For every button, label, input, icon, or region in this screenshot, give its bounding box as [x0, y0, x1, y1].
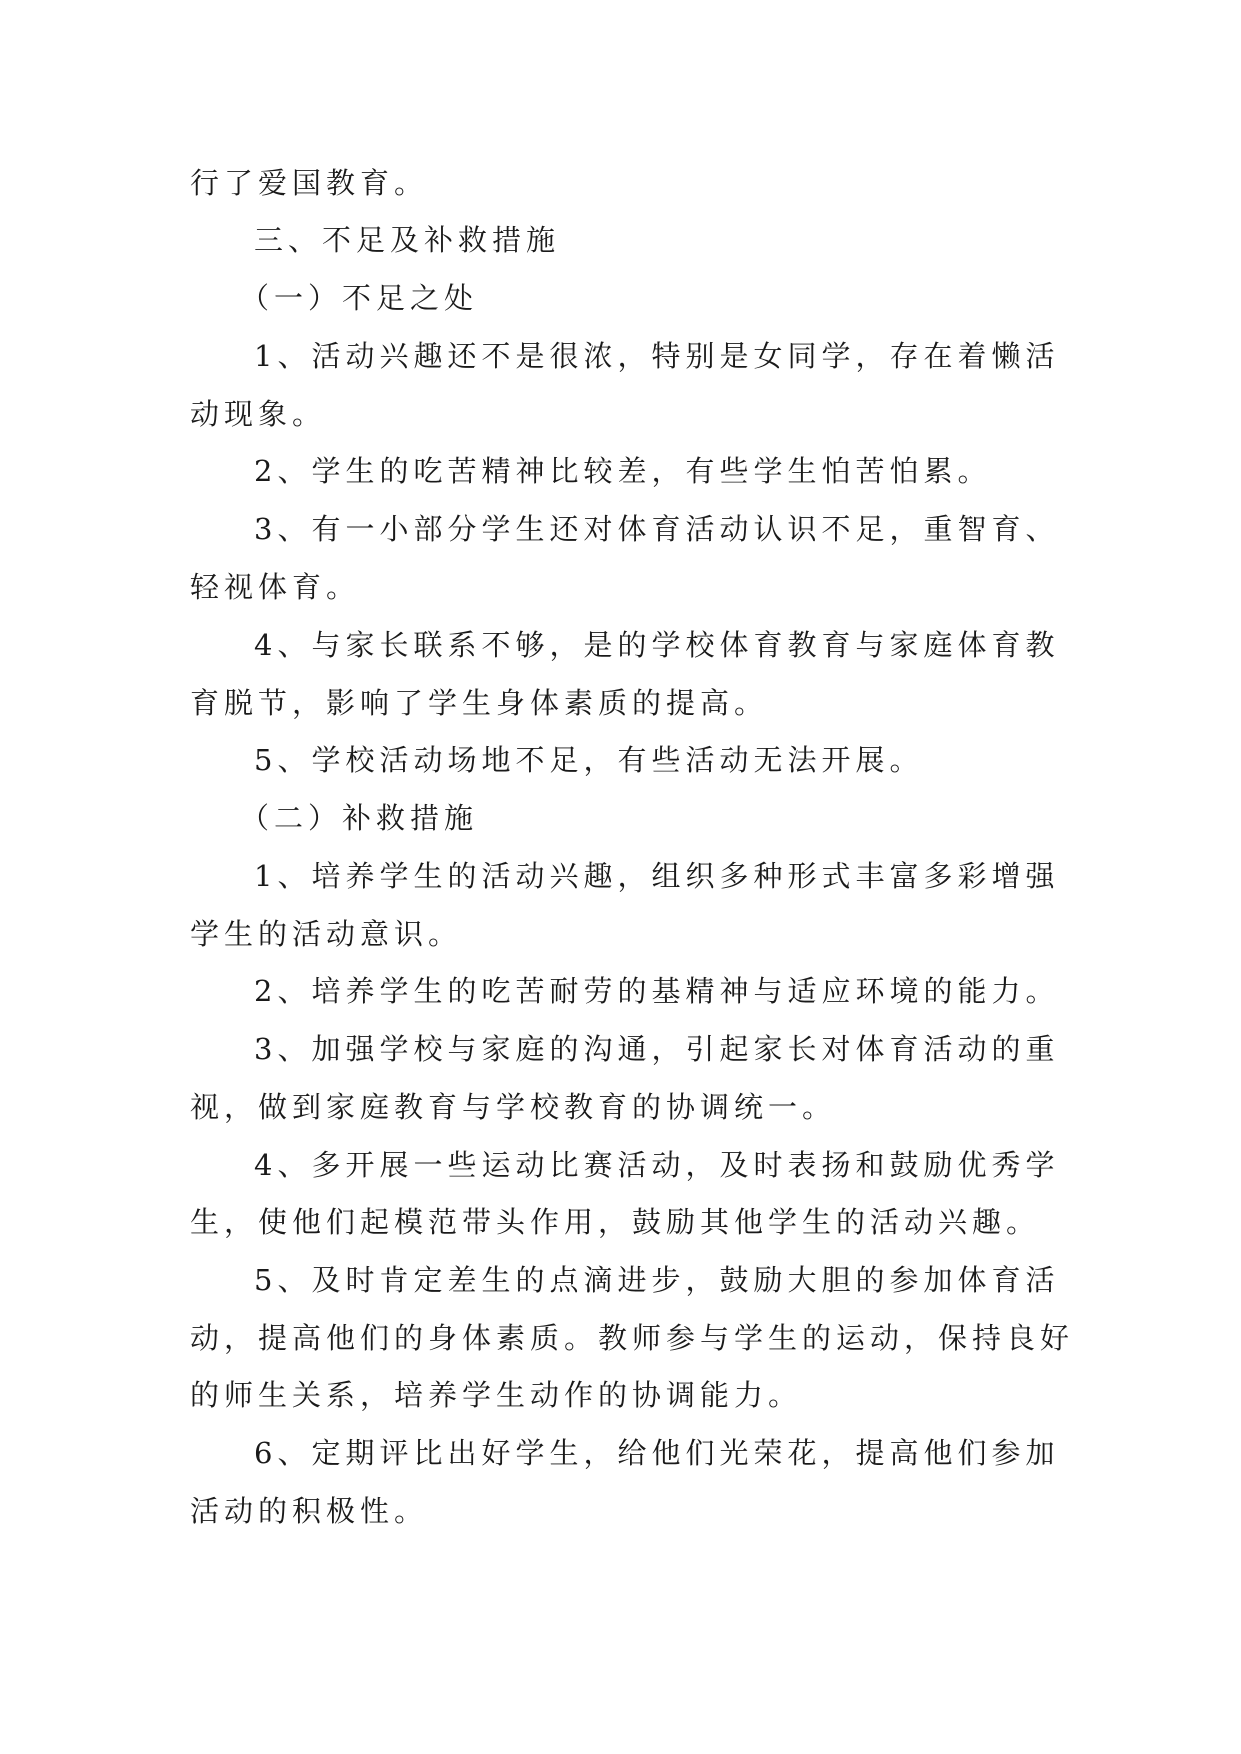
subsection-heading: （二）补救措施: [240, 801, 479, 835]
paragraph-line: 5、学校活动场地不足，有些活动无法开展。: [254, 743, 924, 777]
paragraph-line: 3、有一小部分学生还对体育活动认识不足，重智育、: [254, 512, 1060, 546]
paragraph-line: 生，使他们起模范带头作用，鼓励其他学生的活动兴趣。: [190, 1205, 1041, 1239]
paragraph-line: 活动的积极性。: [190, 1494, 429, 1528]
paragraph-line: 3、加强学校与家庭的沟通，引起家长对体育活动的重: [254, 1032, 1060, 1066]
subsection-heading: （一）不足之处: [240, 281, 479, 315]
paragraph-line: 动，提高他们的身体素质。教师参与学生的运动，保持良好: [190, 1321, 1075, 1355]
paragraph-line: 的师生关系，培养学生动作的协调能力。: [190, 1378, 803, 1412]
paragraph-line: 学生的活动意识。: [190, 917, 463, 951]
paragraph-line: 1、培养学生的活动兴趣，组织多种形式丰富多彩增强: [254, 859, 1060, 893]
section-heading: 三、不足及补救措施: [254, 223, 561, 257]
paragraph-line: 轻视体育。: [190, 570, 361, 604]
paragraph-line: 4、多开展一些运动比赛活动，及时表扬和鼓励优秀学: [254, 1148, 1060, 1182]
paragraph-line: 行了爱国教育。: [190, 166, 429, 200]
paragraph-line: 5、及时肯定差生的点滴进步，鼓励大胆的参加体育活: [254, 1263, 1060, 1297]
paragraph-line: 动现象。: [190, 397, 327, 431]
paragraph-line: 4、与家长联系不够，是的学校体育教育与家庭体育教: [254, 628, 1060, 662]
paragraph-line: 2、学生的吃苦精神比较差，有些学生怕苦怕累。: [254, 454, 992, 488]
paragraph-line: 视，做到家庭教育与学校教育的协调统一。: [190, 1090, 837, 1124]
paragraph-line: 6、定期评比出好学生，给他们光荣花，提高他们参加: [254, 1436, 1060, 1470]
paragraph-line: 1、活动兴趣还不是很浓，特别是女同学，存在着懒活: [254, 339, 1060, 373]
paragraph-line: 育脱节，影响了学生身体素质的提高。: [190, 686, 769, 720]
paragraph-line: 2、培养学生的吃苦耐劳的基精神与适应环境的能力。: [254, 974, 1060, 1008]
